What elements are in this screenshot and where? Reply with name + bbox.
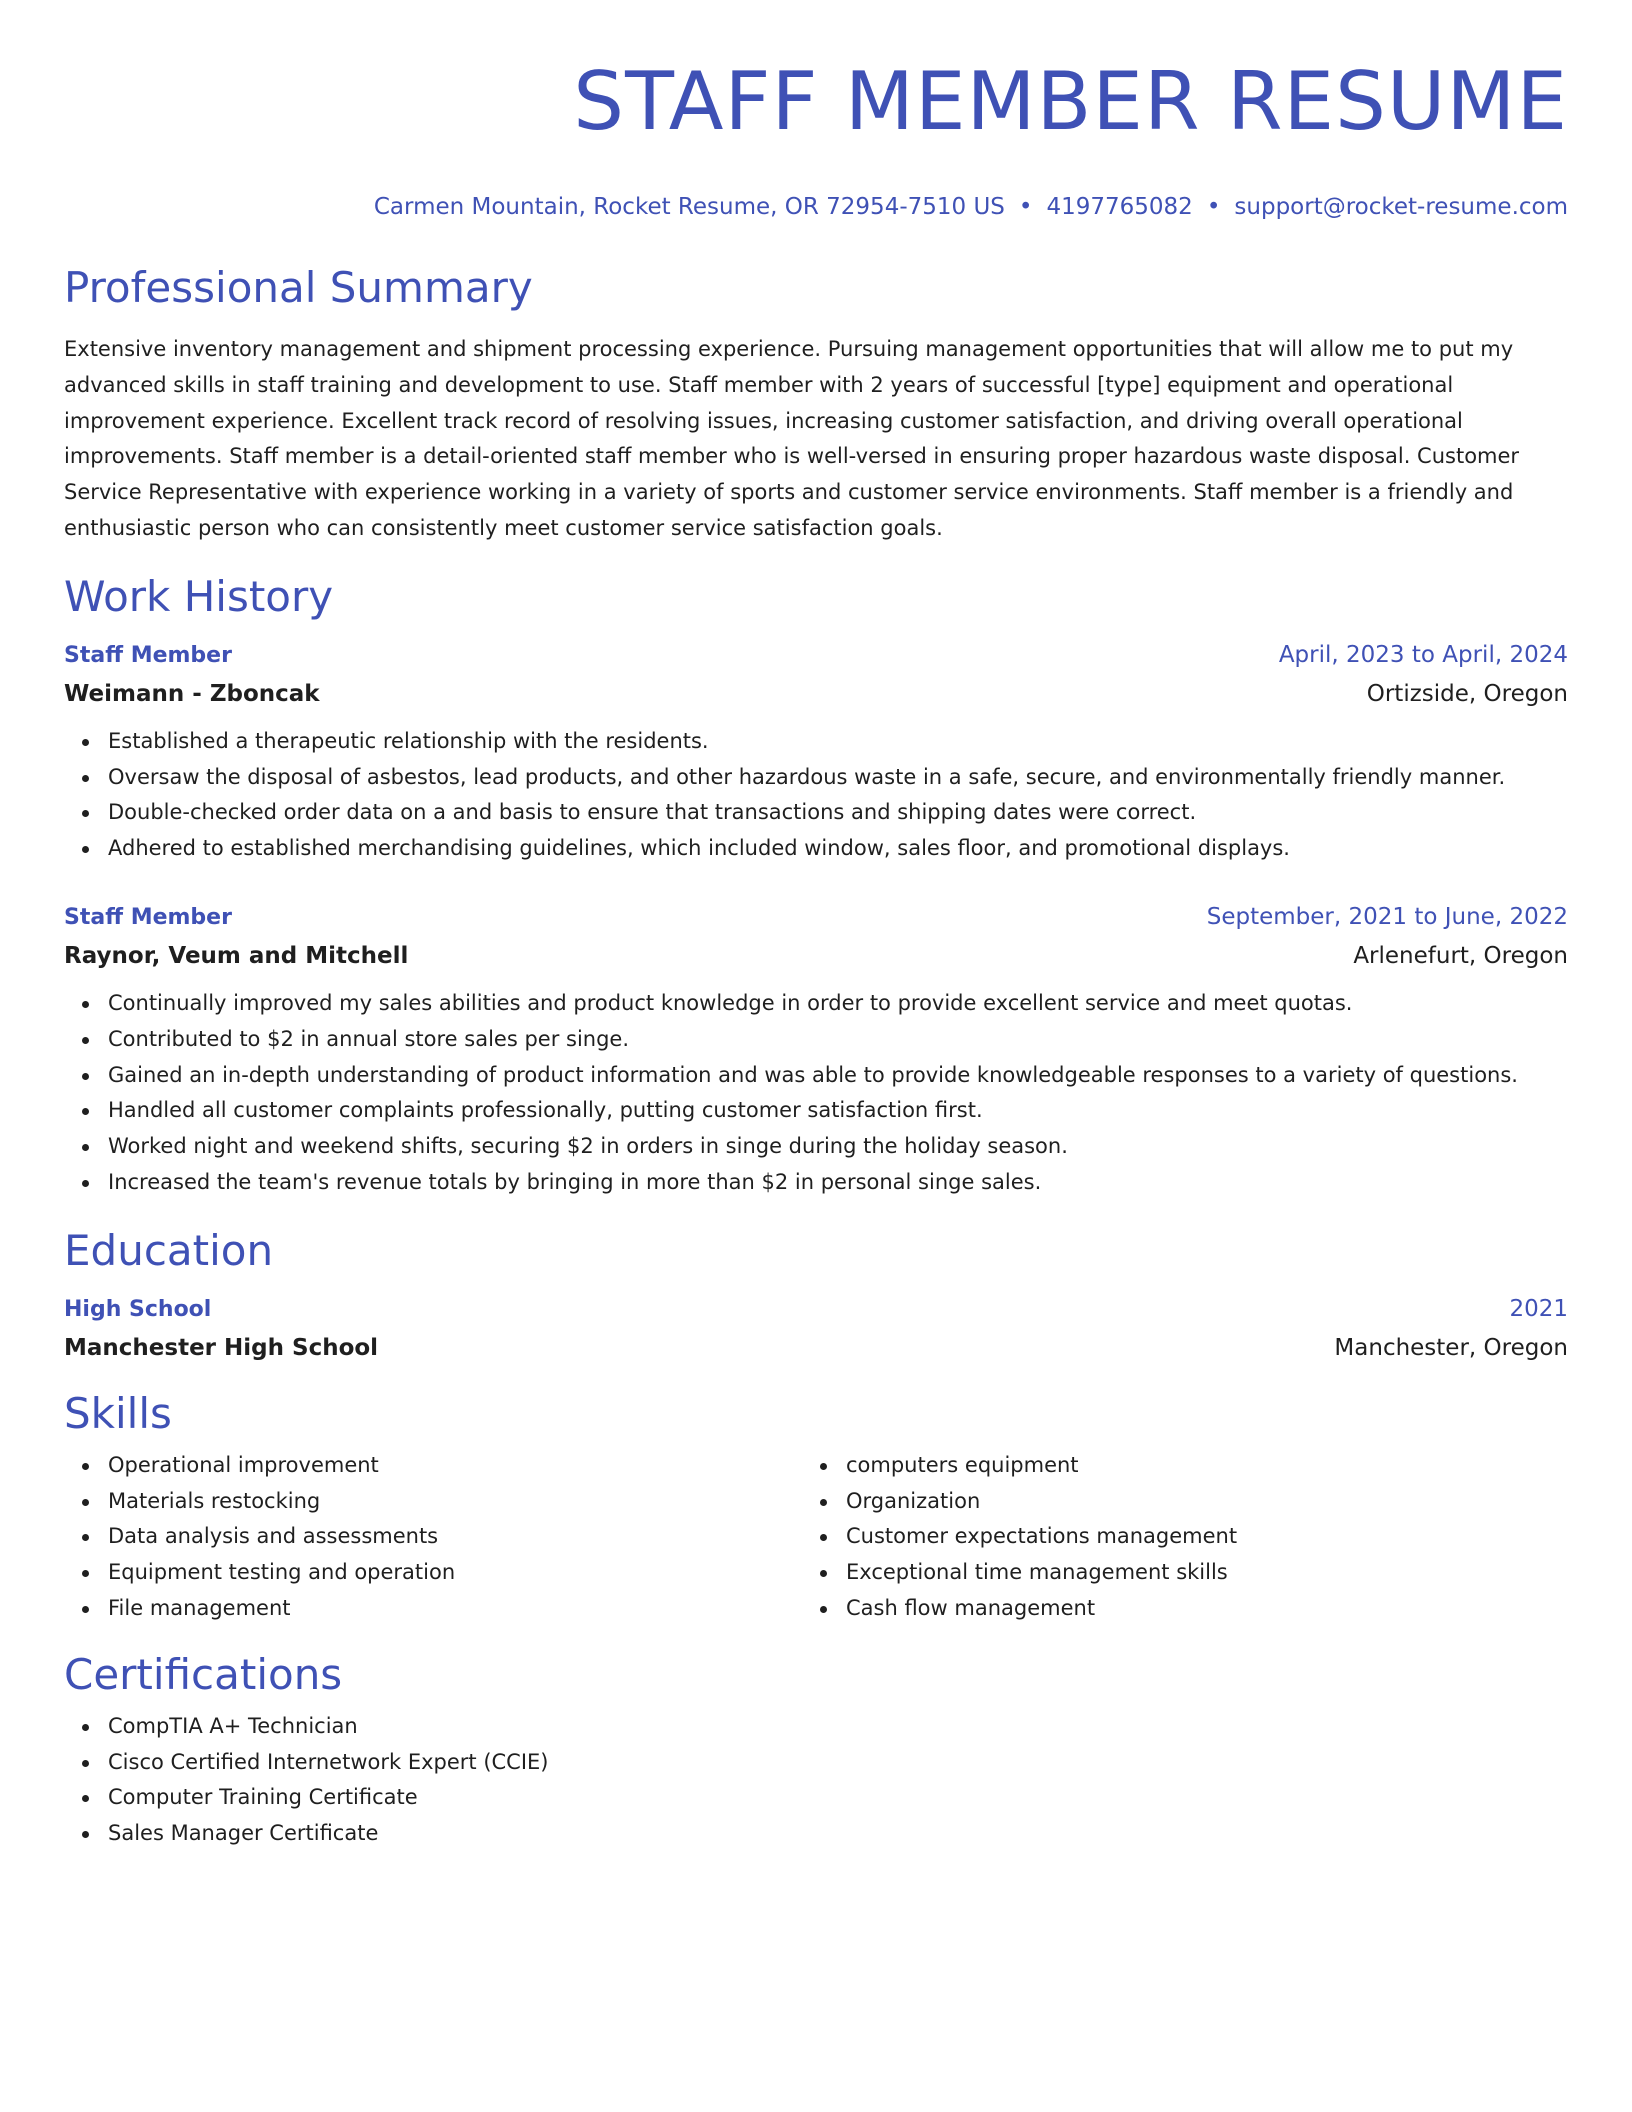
job-role: Staff Member	[64, 904, 232, 930]
certifications-section	[64, 1649, 1568, 1852]
skills-column-right	[802, 1448, 1540, 1627]
contact-separator: •	[1018, 194, 1033, 220]
job-bullet: Worked night and weekend shifts, securing $2 in orders in singe during the holiday season.	[108, 1129, 1568, 1165]
skills-list	[64, 1448, 802, 1627]
job-bullet: Increased the team's revenue totals by bringing in more than $2 in personal singe sales.	[108, 1165, 1568, 1201]
job-title-row	[64, 637, 1568, 674]
job-bullets	[64, 986, 1568, 1201]
job-dates: April, 2023 to April, 2024	[1278, 641, 1568, 668]
education-degree: High School	[64, 1296, 212, 1322]
skill-item: Materials restocking	[108, 1484, 802, 1520]
skill-item: Operational improvement	[108, 1448, 802, 1484]
summary-text: Extensive inventory management and shipment processing experience. Pursuing management opportunities that will allow me to put my advanced skills in staff training and development to use. Staff member with 2 years of successful [type] equipment and operational improvement experience. Excellent track record of resolving issues, increasing customer satisfaction, and driving overall operational improvements. Staff member is a detail-oriented staff member who is well-versed in ensuring proper hazardous waste disposal. Customer Service Representative with experience working in a variety of sports and customer service environments. Staff member is a friendly and enthusiastic person who can consistently meet customer service satisfaction goals.	[64, 337, 1520, 540]
skills-grid	[64, 1448, 1568, 1627]
job-location: Arlenefurt, Oregon	[1353, 942, 1568, 969]
job-bullet: Handled all customer complaints professionally, putting customer satisfaction first.	[108, 1093, 1568, 1129]
job-location: Ortizside, Oregon	[1366, 680, 1568, 707]
skill-item: Cash flow management	[846, 1591, 1540, 1627]
skill-item: Exceptional time management skills	[846, 1555, 1540, 1591]
contact-address: Carmen Mountain, Rocket Resume, OR 72954-7510 US	[373, 194, 1005, 220]
skills-section	[64, 1388, 1568, 1627]
contact-phone: 4197765082	[1046, 194, 1193, 220]
job-company-row	[64, 936, 1568, 976]
contact-email: support@rocket-resume.com	[1234, 194, 1568, 220]
job-bullet: Adhered to established merchandising guidelines, which included window, sales floor, and promotional displays.	[108, 831, 1568, 867]
skill-item: Organization	[846, 1484, 1540, 1520]
contact-separator: •	[1206, 194, 1221, 220]
education-location: Manchester, Oregon	[1334, 1334, 1568, 1361]
certification-item: Computer Training Certificate	[108, 1780, 1568, 1816]
job-bullets	[64, 724, 1568, 867]
skills-column-left	[64, 1448, 802, 1627]
summary-heading: Professional Summary	[64, 263, 533, 312]
education-school-row	[64, 1328, 1568, 1368]
job-role: Staff Member	[64, 642, 232, 668]
education-entry	[64, 1291, 1568, 1368]
resume-title: STAFF MEMBER RESUME	[573, 55, 1568, 148]
education-school: Manchester High School	[64, 1334, 379, 1361]
skill-item: Data analysis and assessments	[108, 1519, 802, 1555]
job-bullet: Contributed to $2 in annual store sales per singe.	[108, 1022, 1568, 1058]
work-history-section	[64, 571, 1568, 1201]
job-dates: September, 2021 to June, 2022	[1206, 903, 1568, 930]
education-degree-row	[64, 1291, 1568, 1328]
job-bullet: Oversaw the disposal of asbestos, lead products, and other hazardous waste in a safe, secure, and environmentally friendly manner.	[108, 760, 1568, 796]
skill-item: computers equipment	[846, 1448, 1540, 1484]
skill-item: Equipment testing and operation	[108, 1555, 802, 1591]
job-bullet: Established a therapeutic relationship with the residents.	[108, 724, 1568, 760]
summary-section	[64, 262, 1568, 547]
resume-header	[64, 52, 1568, 222]
education-year: 2021	[1509, 1295, 1568, 1322]
job-entry	[64, 899, 1568, 1201]
job-bullet: Gained an in-depth understanding of product information and was able to provide knowledgeable responses to a variety of questions.	[108, 1058, 1568, 1094]
job-company-row	[64, 674, 1568, 714]
certification-item: CompTIA A+ Technician	[108, 1709, 1568, 1745]
education-section	[64, 1225, 1568, 1368]
education-heading: Education	[64, 1225, 274, 1275]
certifications-list	[64, 1709, 1568, 1852]
job-company: Weimann - Zboncak	[64, 680, 320, 707]
skill-item: File management	[108, 1591, 802, 1627]
skills-heading: Skills	[64, 1388, 172, 1438]
skills-list	[802, 1448, 1540, 1627]
job-title-row	[64, 899, 1568, 936]
work-history-heading: Work History	[64, 571, 334, 621]
job-entry	[64, 637, 1568, 867]
certification-item: Sales Manager Certificate	[108, 1816, 1568, 1852]
skill-item: Customer expectations management	[846, 1519, 1540, 1555]
certification-item: Cisco Certified Internetwork Expert (CCIE)	[108, 1745, 1568, 1781]
job-company: Raynor, Veum and Mitchell	[64, 942, 409, 969]
certifications-heading: Certifications	[64, 1649, 343, 1699]
job-bullet: Double-checked order data on a and basis to ensure that transactions and shipping dates were correct.	[108, 795, 1568, 831]
contact-line	[64, 192, 1568, 222]
job-bullet: Continually improved my sales abilities and product knowledge in order to provide excellent service and meet quotas.	[108, 986, 1568, 1022]
